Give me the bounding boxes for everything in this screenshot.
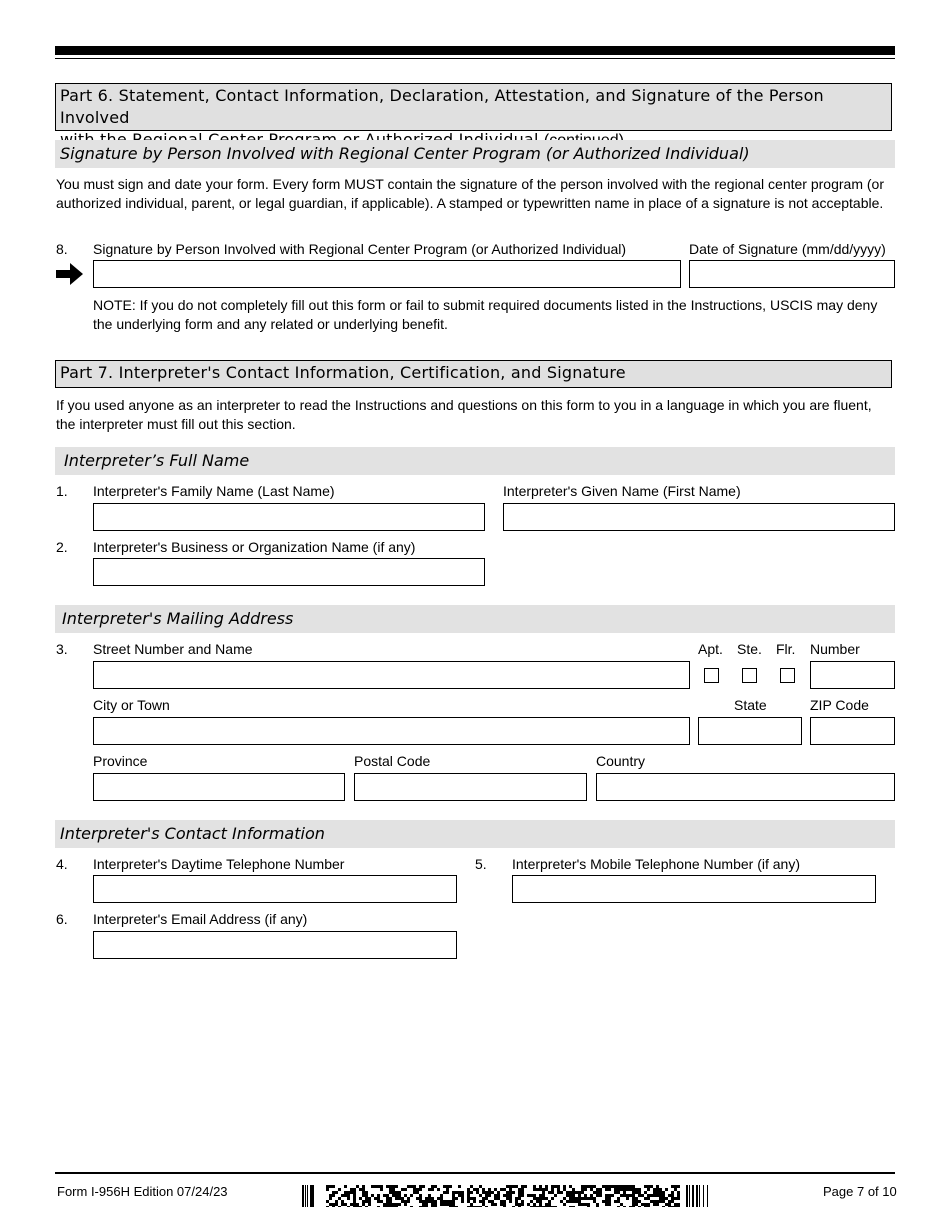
state-label: State [734,697,767,713]
item2-number: 2. [56,539,68,555]
email-label: Interpreter's Email Address (if any) [93,911,308,927]
barcode-image [302,1185,710,1207]
part6-sub-header: Signature by Person Involved with Regional Center Program (or Authorized Individual) [55,140,895,168]
number-field[interactable] [810,661,895,689]
country-field[interactable] [596,773,895,801]
mobile-phone-label: Interpreter's Mobile Telephone Number (if any) [512,856,800,872]
street-label: Street Number and Name [93,641,253,657]
item5-number: 5. [475,856,487,872]
apt-checkbox[interactable] [704,668,719,683]
part7-header: Part 7. Interpreter's Contact Information, Certification, and Signature [55,360,892,388]
business-name-field[interactable] [93,558,485,586]
family-name-label: Interpreter's Family Name (Last Name) [93,483,335,499]
province-label: Province [93,753,148,769]
postal-code-label: Postal Code [354,753,431,769]
country-label: Country [596,753,646,769]
flr-label: Flr. [776,641,796,657]
mailing-address-sub-header: Interpreter's Mailing Address [55,605,895,633]
given-name-label: Interpreter's Given Name (First Name) [503,483,741,499]
province-field[interactable] [93,773,345,801]
item3-number: 3. [56,641,68,657]
form-edition: Form I-956H Edition 07/24/23 [57,1184,228,1199]
part6-note: NOTE: If you do not completely fill out this form or fail to submit required documents listed in the Instructions, USCIS may deny the underlying form and any related or underlying benefit. [93,297,878,332]
part6-header [55,83,892,131]
given-name-field[interactable] [503,503,895,531]
part7-intro: If you used anyone as an interpreter to read the Instructions and questions on this form to you in a language in which you are fluent, the interpreter must fill out this section. [56,397,872,432]
family-name-field[interactable] [93,503,485,531]
signature-label: Signature by Person Involved with Regional Center Program (or Authorized Individual) [93,241,627,257]
email-field[interactable] [93,931,457,959]
signature-field[interactable] [93,260,681,288]
footer-rule [55,1172,895,1174]
flr-checkbox[interactable] [780,668,795,683]
item4-number: 4. [56,856,68,872]
date-of-signature-label: Date of Signature (mm/dd/yyyy) [689,241,886,257]
postal-code-field[interactable] [354,773,587,801]
ste-label: Ste. [737,641,762,657]
ste-checkbox[interactable] [742,668,757,683]
item1-number: 1. [56,483,68,499]
business-name-label: Interpreter's Business or Organization Name (if any) [93,539,416,555]
part6-instructions: You must sign and date your form. Every form MUST contain the signature of the person involved with the regional center program (or authorized individual, parent, or legal guardian, if applicable). A stamped or typewritten name in place of a signature is not acceptable. [56,176,884,211]
date-of-signature-field[interactable] [689,260,895,288]
top-rule-thick [55,46,895,55]
city-field[interactable] [93,717,690,745]
number-label: Number [810,641,860,657]
zip-field[interactable] [810,717,895,745]
daytime-phone-field[interactable] [93,875,457,903]
street-field[interactable] [93,661,690,689]
right-arrow-icon [56,262,84,286]
full-name-sub-header: Interpreter’s Full Name [55,447,895,475]
zip-label: ZIP Code [810,697,869,713]
apt-label: Apt. [698,641,723,657]
top-rule-thin [55,58,895,59]
state-field[interactable] [698,717,802,745]
mobile-phone-field[interactable] [512,875,876,903]
contact-info-sub-header: Interpreter's Contact Information [55,820,895,848]
part6-header-line1: Part 6. Statement, Contact Information, Declaration, Attestation, and Signature of the Person Involved [60,86,824,127]
item6-number: 6. [56,911,68,927]
city-label: City or Town [93,697,170,713]
item8-number: 8. [56,241,68,257]
daytime-phone-label: Interpreter's Daytime Telephone Number [93,856,345,872]
page-number: Page 7 of 10 [823,1184,897,1199]
